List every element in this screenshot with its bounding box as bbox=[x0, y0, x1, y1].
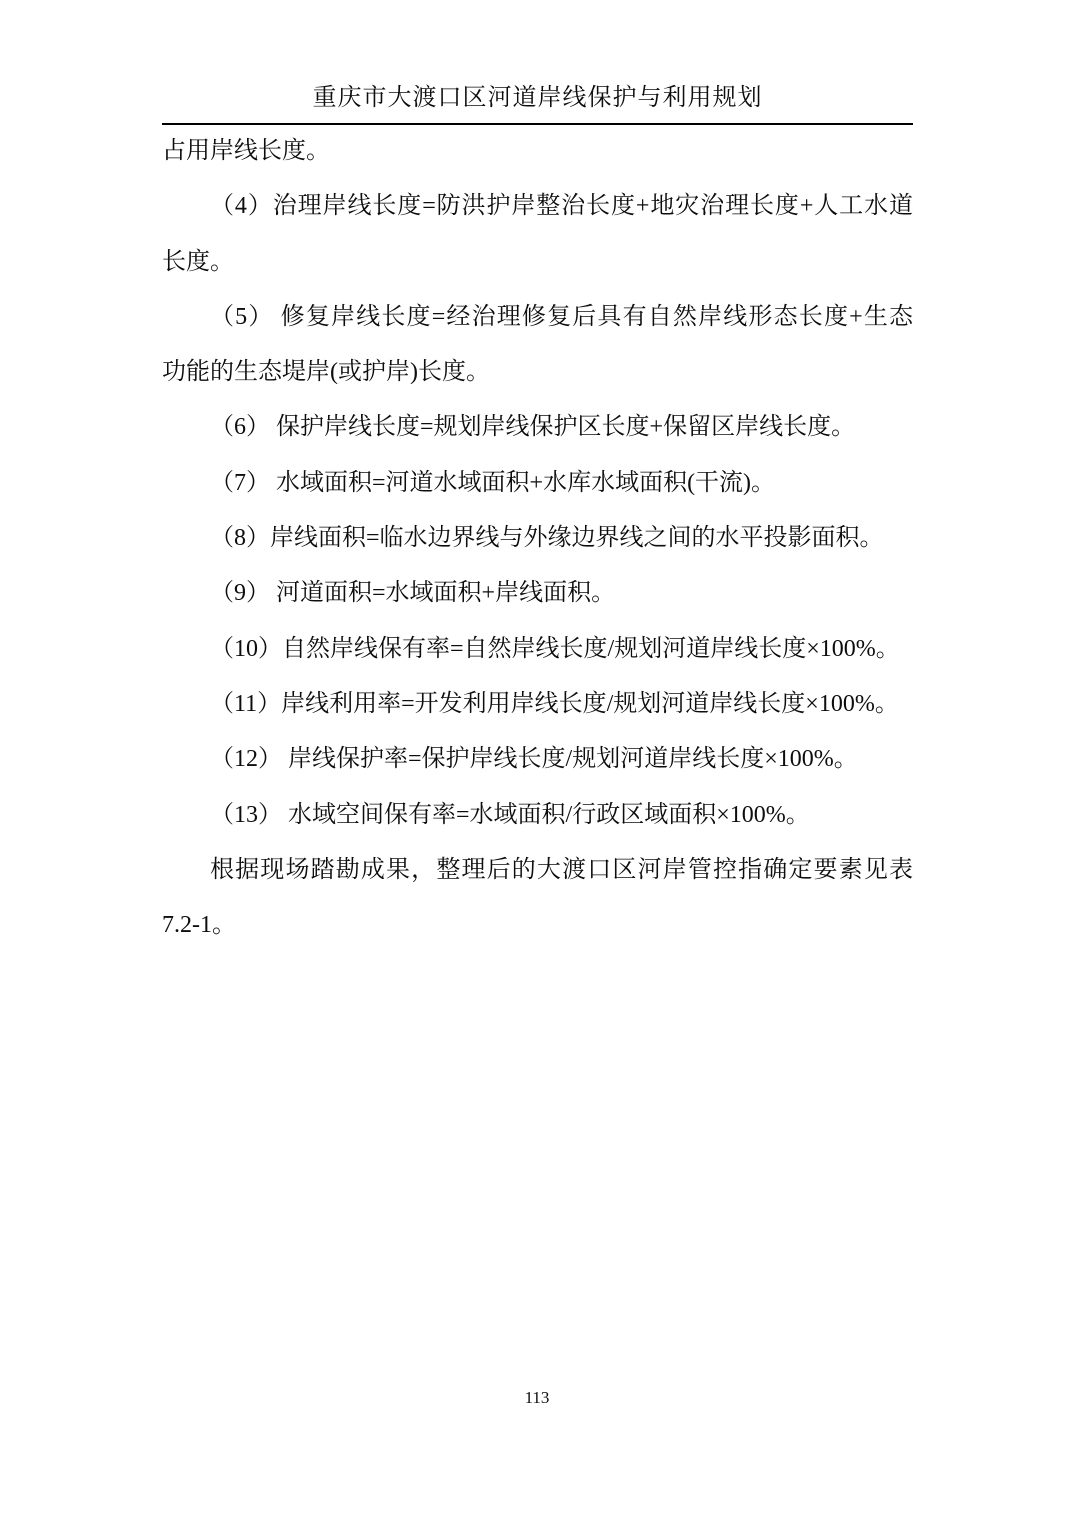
body-line: 占用岸线长度。 bbox=[162, 138, 330, 164]
body-line: （8）岸线面积=临水边界线与外缘边界线之间的水平投影面积。 bbox=[210, 525, 884, 552]
body-line: （4）治理岸线长度=防洪护岸整治长度+地灾治理长度+人工水道 bbox=[210, 193, 913, 220]
header-title: 重庆市大渡口区河道岸线保护与利用规划 bbox=[312, 85, 763, 111]
body-line: 长度。 bbox=[162, 248, 234, 275]
body-line: （10）自然岸线保有率=自然岸线长度/规划河道岸线长度×100%。 bbox=[210, 635, 900, 662]
page-number: 113 bbox=[524, 1388, 550, 1407]
page-footer bbox=[0, 1388, 1074, 1408]
body-line: 功能的生态堤岸(或护岸)长度。 bbox=[162, 359, 490, 386]
body-line: （9） 河道面积=水域面积+岸线面积。 bbox=[210, 580, 616, 607]
body-line: （13） 水域空间保有率=水域面积/行政区域面积×100%。 bbox=[210, 801, 810, 828]
document-body bbox=[162, 124, 913, 953]
body-line: （12） 岸线保护率=保护岸线长度/规划河道岸线长度×100%。 bbox=[210, 746, 858, 773]
body-line: （11）岸线利用率=开发利用岸线长度/规划河道岸线长度×100%。 bbox=[210, 690, 899, 717]
body-line: （5） 修复岸线长度=经治理修复后具有自然岸线形态长度+生态 bbox=[210, 303, 913, 330]
body-line: （6） 保护岸线长度=规划岸线保护区长度+保留区岸线长度。 bbox=[210, 414, 856, 441]
body-line: 7.2-1。 bbox=[162, 912, 236, 939]
body-line: （7） 水域面积=河道水域面积+水库水域面积(干流)。 bbox=[210, 469, 776, 496]
body-line: 根据现场踏勘成果，整理后的大渡口区河岸管控指确定要素见表 bbox=[210, 856, 913, 883]
